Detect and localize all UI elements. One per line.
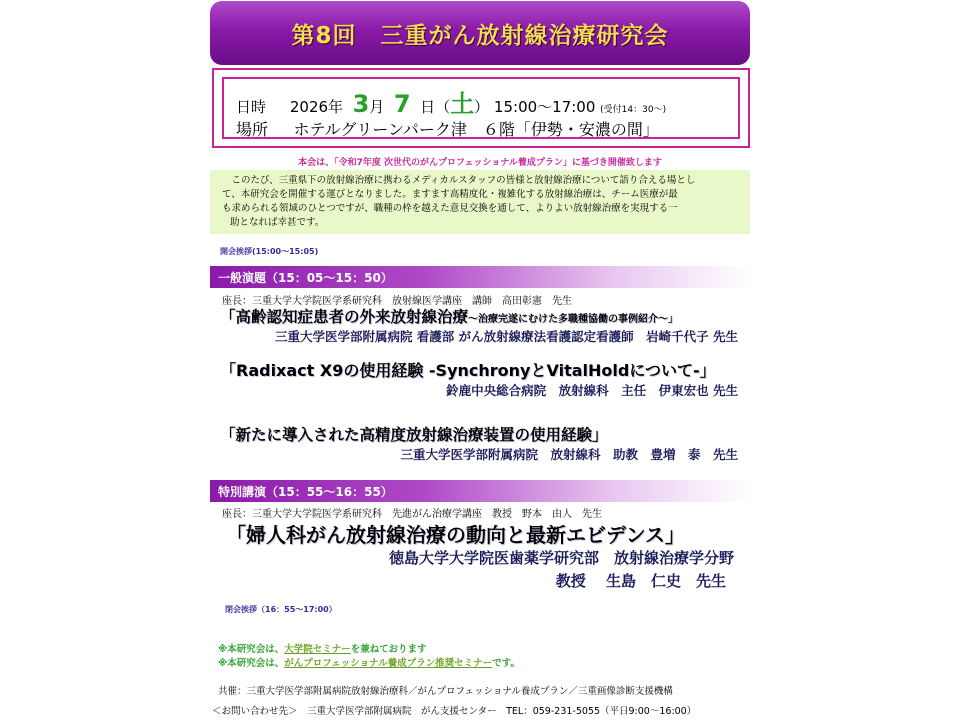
special-section-header	[210, 480, 750, 502]
date-day-unit: 日（	[420, 98, 451, 116]
special-chair: 座長：三重大学大学院医学系研究科 先進がん治療学講座 教授 野本 由人 先生	[222, 509, 602, 520]
talk-2-speaker: 鈴鹿中央総合病院 放射線科 主任 伊東宏也 先生	[446, 383, 738, 398]
place-row	[236, 117, 659, 140]
talk-1-title-sub: ～治療完遂にむけた多職種協働の事例紹介～」	[468, 314, 679, 325]
intro-line: も求められる領域のひとつですが、職種の枠を越えた意見交換を通して、よりよい放射線治療を実現する一	[222, 203, 678, 214]
note-2-link: がんプロフェッショナル養成プラン推奨セミナー	[284, 658, 493, 669]
note-gan-pro-seminar	[218, 655, 520, 669]
date-label: 日時	[236, 98, 267, 116]
place: ホテルグリーンパーク津 ６階「伊勢・安濃の間」	[293, 120, 659, 139]
general-section-header	[210, 266, 750, 288]
talk-1-speaker: 三重大学医学部附属病院 看護部 がん放射線療法看護認定看護師 岩崎千代子 先生	[274, 329, 738, 344]
intro-line: て、本研究会を開催する運びとなりました。ますます高精度化・複雑化する放射線治療は、チーム医療が最	[222, 189, 678, 200]
footer-cohost: 共催：三重大学医学部附属病院放射線治療科／がんプロフェッショナル養成プラン／三重画像診断支援機構	[218, 686, 673, 697]
date-month: 3	[352, 90, 370, 118]
note-2-suffix: です。	[492, 658, 520, 669]
note-1-link: 大学院セミナー	[284, 644, 351, 655]
title-banner	[210, 1, 750, 65]
general-header-text: 一般演題（15：05～15：50）	[218, 271, 393, 285]
special-title: 「婦人科がん放射線治療の動向と最新エビデンス」	[226, 523, 685, 547]
reception-time: (受付14：30～)	[600, 105, 667, 115]
note-1-prefix: ※本研究会は、	[218, 644, 285, 655]
talk-1-title	[220, 305, 678, 327]
time: 15:00～17:00	[493, 98, 596, 116]
note-1-suffix: を兼ねております	[350, 644, 427, 655]
place-label: 場所	[236, 120, 269, 139]
talk-1-title-main: 「高齢認知症患者の外来放射線治療	[220, 308, 469, 326]
talk-3-title: 「新たに導入された高精度放射線治療装置の使用経験」	[220, 426, 608, 444]
date-close: ）	[474, 98, 490, 116]
special-speaker-affiliation: 徳島大学大学院医歯薬学研究部 放射線治療学分野	[388, 549, 734, 567]
intro-text	[210, 170, 750, 234]
date-row	[236, 84, 666, 119]
intro-line: 助となれば幸甚です。	[230, 217, 325, 228]
info-box	[212, 68, 750, 148]
note-2-prefix: ※本研究会は、	[218, 658, 285, 669]
talk-3-speaker: 三重大学医学部附属病院 放射線科 助教 豊増 泰 先生	[400, 447, 738, 462]
footer-contact: ＜お問い合わせ先＞ 三重大学医学部附属病院 がん支援センター TEL：059-231-5055（平日9:00～16:00）	[212, 706, 697, 717]
date-year: 2026年	[289, 98, 344, 116]
opening-greeting: 開会挨拶(15:00～15:05)	[220, 247, 319, 256]
special-speaker-name: 教授 生島 仁史 先生	[555, 572, 726, 590]
date-month-unit: 月	[369, 98, 385, 116]
talk-2-title: 「Radixact X9の使用経験 -SynchronyとVitalHoldについて-」	[220, 361, 716, 380]
general-chair: 座長：三重大学大学院医学系研究科 放射線医学講座 講師 高田彰憲 先生	[222, 296, 572, 307]
closing-greeting: 閉会挨拶（16：55～17:00）	[225, 605, 337, 614]
note-graduate-seminar	[218, 641, 427, 655]
intro-line: このたび、三重県下の放射線治療に携わるメディカルスタッフの皆様と放射線治療について語り合える場とし	[222, 175, 696, 186]
page-title: 第8回 三重がん放射線治療研究会	[291, 22, 669, 49]
sponsor-line: 本会は、「令和7年度 次世代のがんプロフェッショナル養成プラン」に基づき開催致します	[298, 158, 662, 168]
date-weekday: 土	[450, 90, 475, 118]
date-day: 7	[393, 90, 411, 118]
special-header-text: 特別講演（15：55～16：55）	[218, 485, 393, 499]
